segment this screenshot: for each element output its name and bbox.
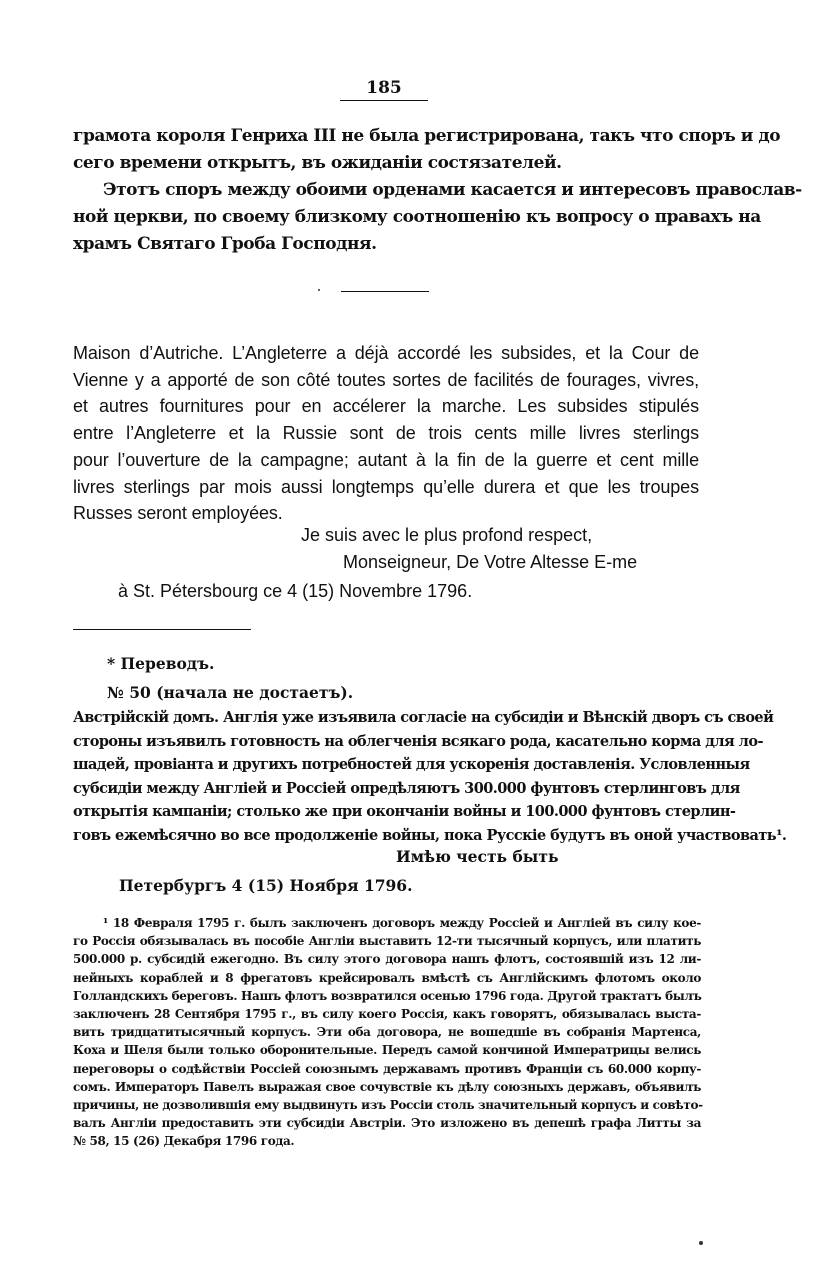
translation-body (73, 706, 787, 847)
page-number: 185 (340, 78, 428, 101)
text-line: ной церкви, по своему близкому соотношенію къ вопросу о правахъ на (73, 207, 761, 227)
russian-paragraph-2 (73, 177, 802, 258)
text-line: стороны изъявилъ готовность на облегченія всякаго рода, касательно корма для ло- (73, 732, 763, 750)
text-line: Австрійскій домъ. Англія уже изъявила согласіе на субсидіи и Вѣнскій дворъ съ своей (73, 709, 774, 726)
footnote (73, 914, 701, 1151)
footnote-line: 500.000 р. субсидій ежегодно. Въ силу этого договора нашъ флотъ, состоявшій изъ 12 ли- (73, 952, 701, 967)
translation-dateline: Петербургъ 4 (15) Ноября 1796. (119, 876, 413, 895)
text-line: открытія кампаніи; столько же при окончаніи войны и 100.000 фунтовъ стерлин- (73, 803, 736, 820)
translation-number-line: № 50 (начала не достаетъ). (107, 683, 354, 702)
text-line: сего времени открытъ, въ ожиданіи состязателей. (73, 153, 562, 173)
translation-header: * Переводъ. (107, 654, 215, 673)
stray-dot (699, 1241, 703, 1245)
text-line: Этотъ споръ между обоими орденами касается и интересовъ православ- (103, 180, 802, 200)
text-line: грамота короля Генриха III не была регистрирована, такъ что споръ и до (73, 126, 781, 146)
footnote-line: Коха и Шеля были только оборонительные. Передъ самой кончиной Императрицы велись (73, 1043, 701, 1058)
footnote-line: причины, не дозволившія ему выдвинуть изъ Россіи столь значительный корпусъ и совѣто- (73, 1098, 703, 1113)
text-line: entre l’Angleterre et la Russie sont de trois cents mille livres sterlings (73, 423, 699, 444)
translation-closing: Имѣю честь быть (396, 847, 559, 866)
text-line: субсидіи между Англіей и Россіей опредѣляютъ 300.000 фунтовъ стерлинговъ для (73, 779, 740, 797)
text-line: Vienne y a apporté de son côté toutes sortes de facilités de fourages, vivres, (73, 369, 699, 390)
stray-dot (318, 289, 320, 291)
text-line: храмъ Святаго Гроба Господня. (73, 234, 377, 254)
text-line: Russes seront employées. (73, 503, 283, 524)
french-closing: Je suis avec le plus profond respect, (301, 525, 593, 545)
footnote-line: ¹ 18 Февраля 1795 г. былъ заключенъ договоръ между Россіей и Англіей въ силу кое- (103, 916, 701, 930)
text-line: шадей, провіанта и другихъ потребностей для ускоренія доставленія. Условленныя (73, 756, 750, 773)
section-divider (341, 291, 429, 292)
footnote-line: Голландскихъ береговъ. Нашъ флотъ возвратился осенью 1796 года. Другой трактатъ былъ (73, 988, 702, 1003)
translation-divider (73, 629, 251, 630)
text-line: et autres fournitures pour en accélerer la marche. Les subsides stipulés (73, 396, 699, 417)
text-line: livres sterlings par mois aussi longtemps qu’elle durera et que les troupes (73, 476, 699, 497)
text-line: pour l’ouverture de la campagne; autant à la fin de la guerre et cent mille (73, 449, 699, 470)
footnote-line: го Россія обязывалась въ пособіе Англіи выставить 12-ти тысячный корпусъ, или платить (73, 934, 701, 949)
footnote-line: вить тридцатитысячный корпусъ. Эти оба договора, не вошедшіе въ собранія Мартенса, (73, 1025, 701, 1040)
french-dateline: à St. Pétersbourg ce 4 (15) Novembre 1796. (118, 581, 473, 601)
text-line: Maison d’Autriche. L’Angleterre a déjà accordé les subsides, et la Cour de (73, 343, 699, 363)
footnote-line: переговоры о содѣйствіи Россіей союзнымъ державамъ противъ Франціи съ 60.000 корпу- (73, 1061, 701, 1076)
french-salutation: Monseigneur, De Votre Altesse E-me (343, 552, 638, 572)
footnote-line: сомъ. Императоръ Павелъ выражая свое сочувствіе къ дѣлу союзныхъ державъ, объявилъ (73, 1079, 701, 1094)
russian-paragraph-1 (73, 123, 781, 177)
footnote-line: валъ Англіи предоставить эти субсидіи Австріи. Это изложено въ депешѣ графа Литты за (73, 1116, 701, 1131)
footnote-line: заключенъ 28 Сентября 1795 г., въ силу коего Россія, какъ говорятъ, обязывалась выста- (73, 1007, 701, 1022)
footnote-line: нейныхъ кораблей и 8 фрегатовъ крейсировалъ вмѣстѣ съ Англійскимъ флотомъ около (73, 970, 701, 985)
footnote-line: № 58, 15 (26) Декабря 1796 года. (73, 1134, 295, 1149)
french-letter-body (73, 340, 699, 527)
text-line: говъ ежемѣсячно во все продолженіе войны, пока Русскіе будутъ въ оной участвовать¹. (73, 826, 787, 844)
